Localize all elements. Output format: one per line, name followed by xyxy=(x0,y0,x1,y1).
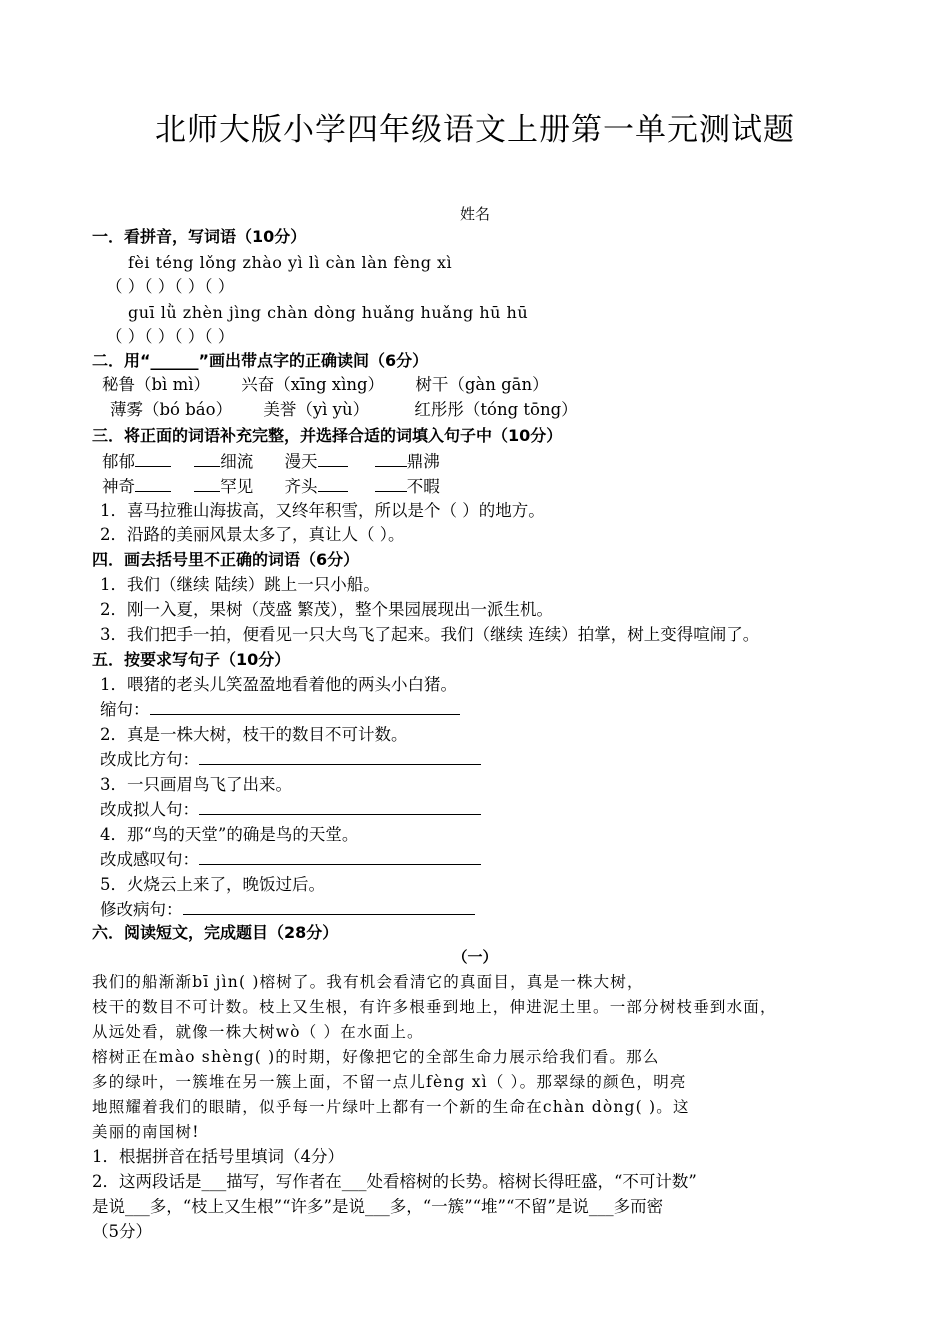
pinyin-row-2: guī lǜ zhèn jìng chàn dòng huǎng huǎng hū hū xyxy=(128,303,529,322)
question-6-1: 1．根据拼音在括号里填词（4分） xyxy=(92,1147,344,1166)
answer-label: 改成拟人句： xyxy=(100,800,199,819)
section-3-heading: 三．将正面的词语补充完整，并选择合适的词填入句子中（10分） xyxy=(92,426,563,445)
question-4-1: 1．我们（继续 陆续）跳上一只小船。 xyxy=(100,575,380,594)
word-stem: 不暇 xyxy=(406,477,440,496)
question-6-2-line: （5分） xyxy=(92,1222,152,1241)
question-5-2: 2．真是一株大树，枝干的数目不可计数。 xyxy=(100,725,408,744)
word-fill-row-2 xyxy=(102,476,440,498)
passage-line: 地照耀着我们的眼睛，似乎每一片绿叶上都有一个新的生命在chàn dòng( )。这 xyxy=(92,1098,690,1116)
passage-line: 多的绿叶，一簇堆在另一簇上面，不留一点儿fèng xì（ ）。那翠绿的颜色，明亮 xyxy=(92,1073,687,1091)
question-6-2-line: 2．这两段话是___描写，写作者在___处看榕树的长势。榕树长得旺盛，“不可计数” xyxy=(92,1172,697,1191)
question-4-3: 3．我们把手一拍，便看见一只大鸟飞了起来。我们（继续 连续）拍掌，树上变得喧闹了。 xyxy=(100,625,760,644)
answer-5-5 xyxy=(100,899,475,921)
word-stem: 鼎沸 xyxy=(406,452,440,471)
blank-line xyxy=(375,476,407,492)
reading-row-1 xyxy=(102,374,549,396)
reading-row-2 xyxy=(110,399,578,421)
answer-label: 缩句： xyxy=(100,700,150,719)
blank-line xyxy=(375,451,407,467)
blank-line xyxy=(194,451,220,467)
section-6-heading: 六．阅读短文，完成题目（28分） xyxy=(92,923,339,942)
answer-5-4 xyxy=(100,849,481,871)
word-stem: 齐头 xyxy=(284,477,318,496)
word-stem: 漫天 xyxy=(284,452,318,471)
question-5-5: 5．火烧云上来了，晚饭过后。 xyxy=(100,875,325,894)
word-stem: 郁郁 xyxy=(102,452,135,471)
answer-line xyxy=(183,899,475,915)
answer-5-2 xyxy=(100,749,481,771)
name-label: 姓名 xyxy=(459,205,490,223)
question-5-1: 1．喂猪的老头儿笑盈盈地看着他的两头小白猪。 xyxy=(100,675,457,694)
section-2-heading: 二．用“______”画出带点字的正确读间（6分） xyxy=(92,351,429,370)
blank-line xyxy=(318,476,348,492)
question-4-2: 2．刚一入夏，果树（茂盛 繁茂），整个果园展现出一派生机。 xyxy=(100,600,553,619)
question-3-1: 1．喜马拉雅山海拔高，又终年积雪，所以是个（ ）的地方。 xyxy=(100,501,545,520)
passage-line: 从远处看，就像一株大树wò（ ）在水面上。 xyxy=(92,1023,424,1041)
answer-brackets-row-2: （ ）（ ）（ ）（ ） xyxy=(106,327,235,346)
reading-item: 美誉（yì yù） xyxy=(263,400,370,419)
answer-label: 修改病句： xyxy=(100,900,183,919)
question-6-2-line: 是说___多，“枝上又生根”“许多”是说___多，“一簇”“堆”“不留”是说___多而密 xyxy=(92,1197,664,1216)
blank-line xyxy=(135,476,171,492)
section-4-heading: 四．画去括号里不正确的词语（6分） xyxy=(92,550,360,569)
word-fill-row-1 xyxy=(102,451,440,473)
passage-line: 我们的船渐渐bī jìn( )榕树了。我有机会看清它的真面目，真是一株大树， xyxy=(92,973,644,991)
section-5-heading: 五．按要求写句子（10分） xyxy=(92,650,291,669)
pinyin-row-1: fèi téng lǒng zhào yì lì càn làn fèng xì xyxy=(128,253,453,272)
answer-5-3 xyxy=(100,799,481,821)
reading-item: 树干（gàn gān） xyxy=(415,375,549,394)
reading-item: 薄雾（bó báo） xyxy=(110,400,233,419)
reading-item: 兴奋（xīng xìng） xyxy=(241,375,385,394)
answer-label: 改成感叹句： xyxy=(100,850,199,869)
word-stem: 细流 xyxy=(220,452,254,471)
passage-line: 枝干的数目不可计数。枝上又生根，有许多根垂到地上，伸进泥土里。一部分树枝垂到水面， xyxy=(92,998,777,1016)
answer-line xyxy=(150,699,460,715)
reading-item: 秘鲁（bì mì） xyxy=(102,375,211,394)
question-5-3: 3．一只画眉鸟飞了出来。 xyxy=(100,775,292,794)
blank-line xyxy=(194,476,220,492)
reading-item: 红彤彤（tóng tōng） xyxy=(414,400,578,419)
answer-line xyxy=(199,849,481,865)
passage-line: 美丽的南国树! xyxy=(92,1123,200,1141)
section-1-heading: 一．看拼音，写词语（10分） xyxy=(92,227,307,246)
question-5-4: 4．那“鸟的天堂”的确是鸟的天堂。 xyxy=(100,825,359,844)
word-stem: 罕见 xyxy=(220,477,254,496)
passage-subtitle: （一） xyxy=(452,948,498,966)
answer-line xyxy=(199,799,481,815)
blank-line xyxy=(135,451,171,467)
blank-line xyxy=(318,451,348,467)
passage-line: 榕树正在mào shèng( )的时期，好像把它的全部生命力展示给我们看。那么 xyxy=(92,1048,660,1066)
page-title: 北师大版小学四年级语文上册第一单元测试题 xyxy=(155,112,795,148)
answer-line xyxy=(199,749,481,765)
answer-label: 改成比方句： xyxy=(100,750,199,769)
answer-brackets-row-1: （ ）（ ）（ ）（ ） xyxy=(106,277,235,296)
question-3-2: 2．沿路的美丽风景太多了，真让人（ ）。 xyxy=(100,525,405,544)
answer-5-1 xyxy=(100,699,460,721)
word-stem: 神奇 xyxy=(102,477,135,496)
